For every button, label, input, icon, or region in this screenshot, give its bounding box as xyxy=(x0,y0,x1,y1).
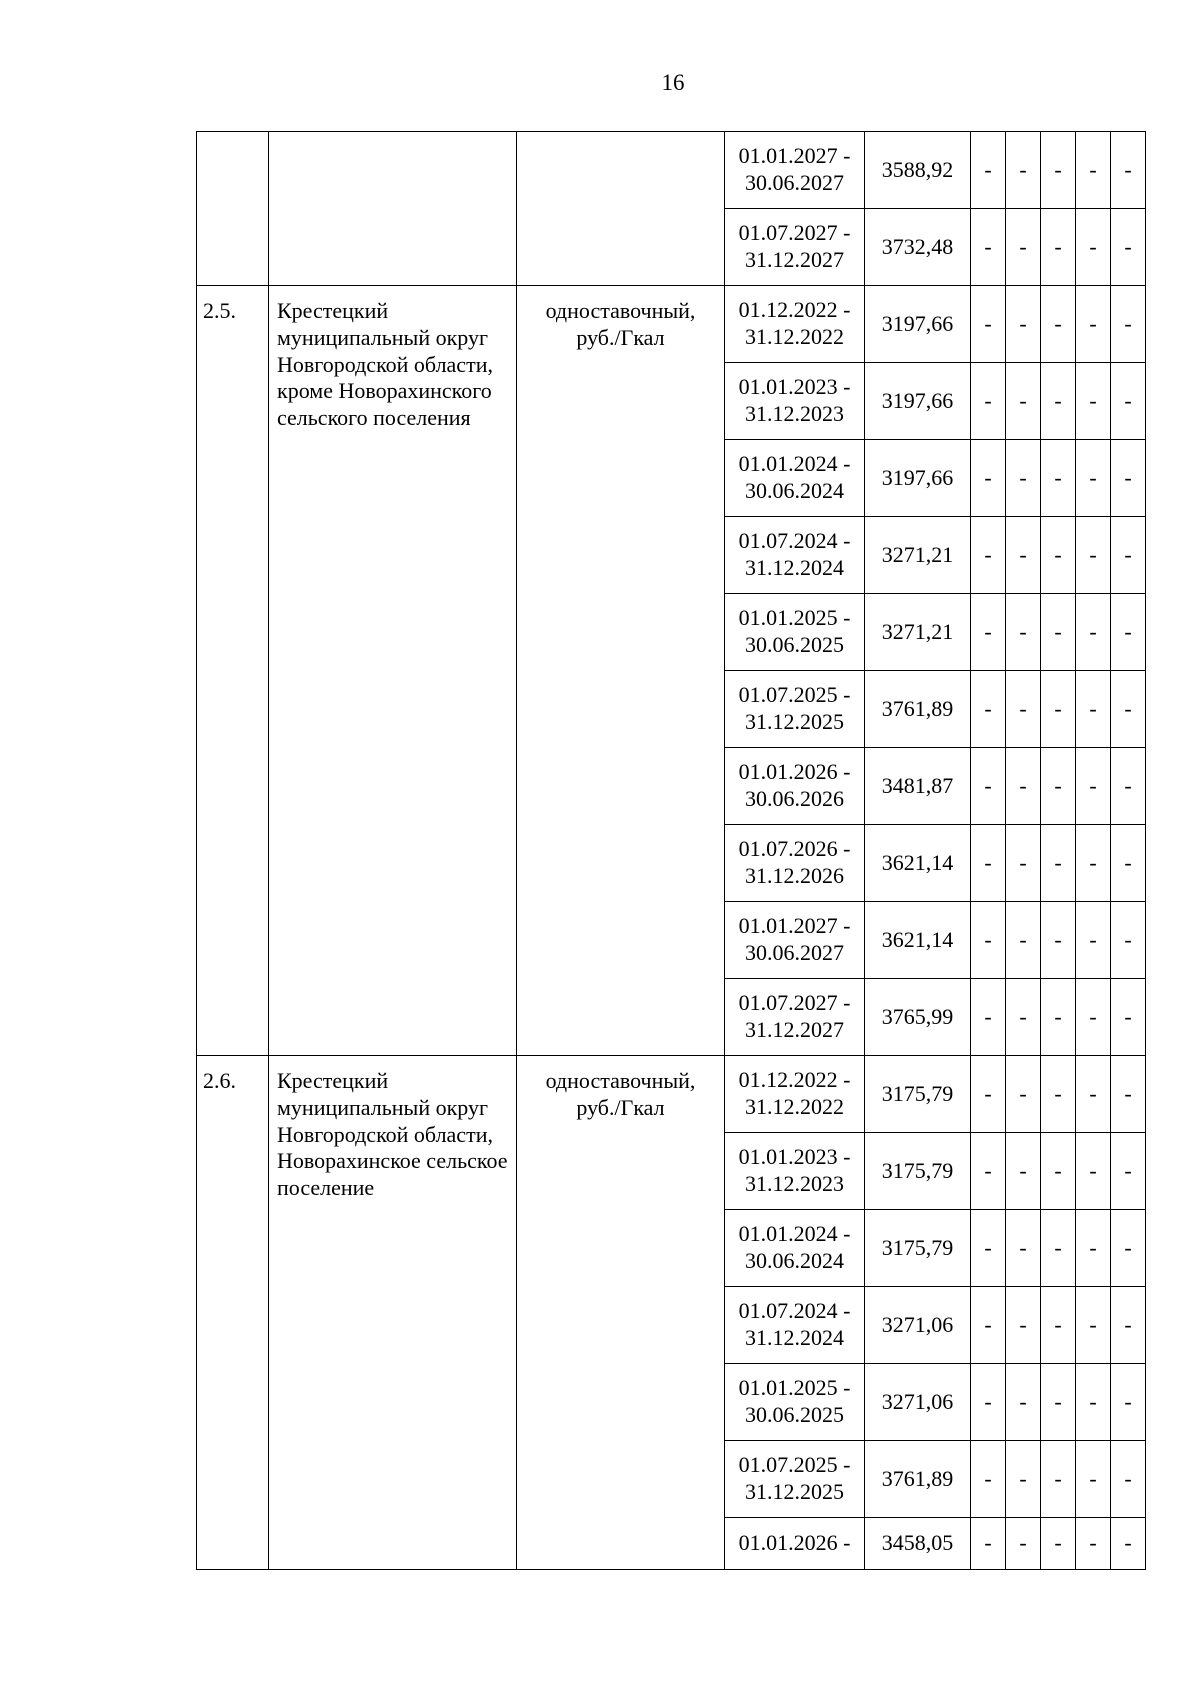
page-number: 16 xyxy=(661,70,685,95)
period-from: 01.01.2024 - xyxy=(738,1221,851,1247)
empty-value-cell: - xyxy=(1111,1287,1146,1364)
period-to: 31.12.2023 xyxy=(745,401,844,426)
section-tariff-type xyxy=(517,132,725,286)
period-cell xyxy=(725,748,865,825)
empty-value-cell: - xyxy=(1006,825,1041,902)
period-from: 01.01.2023 - xyxy=(738,374,851,400)
period-from: 01.07.2025 - xyxy=(738,1452,851,1478)
empty-value-cell: - xyxy=(1111,209,1146,286)
tariff-value: 3761,89 xyxy=(865,671,971,748)
empty-value-cell: - xyxy=(1041,363,1076,440)
period-cell xyxy=(725,1210,865,1287)
period-from: 01.01.2026 - xyxy=(738,1530,851,1556)
period-from: 01.07.2024 - xyxy=(738,1298,851,1324)
empty-value-cell: - xyxy=(971,1287,1006,1364)
period-to: 30.06.2024 xyxy=(745,478,844,503)
empty-value-cell: - xyxy=(1006,1287,1041,1364)
period-cell xyxy=(725,209,865,286)
empty-value-cell: - xyxy=(1076,517,1111,594)
empty-value-cell: - xyxy=(1006,1133,1041,1210)
tariff-value: 3732,48 xyxy=(865,209,971,286)
empty-value-cell: - xyxy=(1041,1364,1076,1441)
empty-value-cell: - xyxy=(1041,209,1076,286)
empty-value-cell: - xyxy=(971,517,1006,594)
section-tariff-type: одноставочный, руб./Гкал xyxy=(517,1056,725,1570)
empty-value-cell: - xyxy=(1006,1441,1041,1518)
empty-value-cell: - xyxy=(1041,286,1076,363)
period-from: 01.01.2023 - xyxy=(738,1144,851,1170)
empty-value-cell: - xyxy=(1111,440,1146,517)
period-from: 01.07.2027 - xyxy=(738,990,851,1016)
tariff-value: 3481,87 xyxy=(865,748,971,825)
empty-value-cell: - xyxy=(971,132,1006,209)
period-to: 31.12.2027 xyxy=(745,247,844,272)
period-cell xyxy=(725,1056,865,1133)
tariff-value: 3458,05 xyxy=(865,1518,971,1570)
section-number: 2.5. xyxy=(197,286,269,1056)
empty-value-cell: - xyxy=(1076,748,1111,825)
empty-value-cell: - xyxy=(1111,363,1146,440)
period-from: 01.12.2022 - xyxy=(738,297,851,323)
empty-value-cell: - xyxy=(971,748,1006,825)
empty-value-cell: - xyxy=(1041,1287,1076,1364)
empty-value-cell: - xyxy=(1006,594,1041,671)
empty-value-cell: - xyxy=(1076,1133,1111,1210)
empty-value-cell: - xyxy=(1111,671,1146,748)
period-to: 31.12.2022 xyxy=(745,324,844,349)
period-to: 31.12.2022 xyxy=(745,1094,844,1119)
empty-value-cell: - xyxy=(1006,1518,1041,1570)
empty-value-cell: - xyxy=(1006,979,1041,1056)
period-from: 01.07.2024 - xyxy=(738,528,851,554)
empty-value-cell: - xyxy=(1111,1133,1146,1210)
tariff-value: 3621,14 xyxy=(865,902,971,979)
period-to: 30.06.2026 xyxy=(745,786,844,811)
period-from: 01.07.2027 - xyxy=(738,220,851,246)
empty-value-cell: - xyxy=(1041,1056,1076,1133)
empty-value-cell: - xyxy=(1111,979,1146,1056)
empty-value-cell: - xyxy=(971,440,1006,517)
empty-value-cell: - xyxy=(1076,132,1111,209)
empty-value-cell: - xyxy=(1111,594,1146,671)
empty-value-cell: - xyxy=(1111,517,1146,594)
table-row xyxy=(197,286,1146,363)
empty-value-cell: - xyxy=(971,1364,1006,1441)
empty-value-cell: - xyxy=(1111,1210,1146,1287)
tariff-value: 3761,89 xyxy=(865,1441,971,1518)
tariff-value: 3588,92 xyxy=(865,132,971,209)
empty-value-cell: - xyxy=(1041,1133,1076,1210)
tariff-table xyxy=(196,131,1146,1570)
empty-value-cell: - xyxy=(1076,286,1111,363)
period-from: 01.01.2025 - xyxy=(738,1375,851,1401)
tariff-value: 3175,79 xyxy=(865,1133,971,1210)
empty-value-cell: - xyxy=(1076,671,1111,748)
period-cell xyxy=(725,132,865,209)
empty-value-cell: - xyxy=(1076,1056,1111,1133)
tariff-value: 3271,21 xyxy=(865,594,971,671)
empty-value-cell: - xyxy=(1006,671,1041,748)
tariff-value: 3621,14 xyxy=(865,825,971,902)
period-cell xyxy=(725,1287,865,1364)
section-number xyxy=(197,132,269,286)
tariff-value: 3175,79 xyxy=(865,1056,971,1133)
period-cell xyxy=(725,825,865,902)
section-territory: Крестецкий муниципальный округ Новгородской области, Новорахинское сельское поселение xyxy=(269,1056,517,1570)
empty-value-cell: - xyxy=(1076,902,1111,979)
empty-value-cell: - xyxy=(1076,1518,1111,1570)
section-territory xyxy=(269,132,517,286)
empty-value-cell: - xyxy=(971,671,1006,748)
empty-value-cell: - xyxy=(1111,902,1146,979)
period-cell xyxy=(725,594,865,671)
empty-value-cell: - xyxy=(1041,979,1076,1056)
empty-value-cell: - xyxy=(1006,748,1041,825)
empty-value-cell: - xyxy=(1111,1441,1146,1518)
period-to: 30.06.2024 xyxy=(745,1248,844,1273)
empty-value-cell: - xyxy=(1006,286,1041,363)
empty-value-cell: - xyxy=(971,1518,1006,1570)
period-cell xyxy=(725,902,865,979)
empty-value-cell: - xyxy=(1041,132,1076,209)
empty-value-cell: - xyxy=(1076,979,1111,1056)
empty-value-cell: - xyxy=(1006,209,1041,286)
empty-value-cell: - xyxy=(1041,594,1076,671)
period-to: 31.12.2025 xyxy=(745,1479,844,1504)
period-from: 01.01.2024 - xyxy=(738,451,851,477)
period-to: 30.06.2025 xyxy=(745,632,844,657)
period-cell xyxy=(725,440,865,517)
period-from: 01.01.2026 - xyxy=(738,759,851,785)
empty-value-cell: - xyxy=(971,363,1006,440)
section-tariff-type: одноставочный, руб./Гкал xyxy=(517,286,725,1056)
empty-value-cell: - xyxy=(971,594,1006,671)
empty-value-cell: - xyxy=(1076,825,1111,902)
period-to: 31.12.2023 xyxy=(745,1171,844,1196)
empty-value-cell: - xyxy=(971,1056,1006,1133)
empty-value-cell: - xyxy=(971,209,1006,286)
period-from: 01.01.2025 - xyxy=(738,605,851,631)
empty-value-cell: - xyxy=(971,902,1006,979)
empty-value-cell: - xyxy=(1111,748,1146,825)
period-to: 30.06.2027 xyxy=(745,940,844,965)
period-cell xyxy=(725,363,865,440)
tariff-value: 3271,06 xyxy=(865,1287,971,1364)
period-to: 31.12.2024 xyxy=(745,1325,844,1350)
period-cell xyxy=(725,1518,865,1570)
empty-value-cell: - xyxy=(1041,1441,1076,1518)
empty-value-cell: - xyxy=(971,1133,1006,1210)
period-from: 01.07.2025 - xyxy=(738,682,851,708)
period-to: 30.06.2027 xyxy=(745,170,844,195)
period-cell xyxy=(725,1364,865,1441)
empty-value-cell: - xyxy=(971,979,1006,1056)
period-cell xyxy=(725,517,865,594)
period-to: 31.12.2024 xyxy=(745,555,844,580)
period-cell xyxy=(725,979,865,1056)
period-to: 31.12.2027 xyxy=(745,1017,844,1042)
period-from: 01.01.2027 - xyxy=(738,913,851,939)
empty-value-cell: - xyxy=(1041,825,1076,902)
empty-value-cell: - xyxy=(1076,1441,1111,1518)
empty-value-cell: - xyxy=(1041,517,1076,594)
period-to: 31.12.2025 xyxy=(745,709,844,734)
empty-value-cell: - xyxy=(1041,1210,1076,1287)
empty-value-cell: - xyxy=(971,1441,1006,1518)
empty-value-cell: - xyxy=(1041,902,1076,979)
section-number: 2.6. xyxy=(197,1056,269,1570)
empty-value-cell: - xyxy=(1041,440,1076,517)
table-row xyxy=(197,132,1146,209)
section-territory: Крестецкий муниципальный округ Новгородской области, кроме Новорахинского сельского поселения xyxy=(269,286,517,1056)
empty-value-cell: - xyxy=(1006,902,1041,979)
empty-value-cell: - xyxy=(1041,671,1076,748)
empty-value-cell: - xyxy=(1076,1364,1111,1441)
empty-value-cell: - xyxy=(1076,1287,1111,1364)
tariff-value: 3197,66 xyxy=(865,286,971,363)
tariff-value: 3271,21 xyxy=(865,517,971,594)
empty-value-cell: - xyxy=(1006,1056,1041,1133)
period-cell xyxy=(725,1133,865,1210)
empty-value-cell: - xyxy=(1076,440,1111,517)
empty-value-cell: - xyxy=(1006,440,1041,517)
empty-value-cell: - xyxy=(1006,517,1041,594)
tariff-value: 3175,79 xyxy=(865,1210,971,1287)
empty-value-cell: - xyxy=(1006,363,1041,440)
empty-value-cell: - xyxy=(1111,825,1146,902)
period-to: 31.12.2026 xyxy=(745,863,844,888)
empty-value-cell: - xyxy=(1076,363,1111,440)
empty-value-cell: - xyxy=(1006,1210,1041,1287)
empty-value-cell: - xyxy=(1076,594,1111,671)
tariff-value: 3765,99 xyxy=(865,979,971,1056)
tariff-value: 3271,06 xyxy=(865,1364,971,1441)
table-row xyxy=(197,1056,1146,1133)
period-cell xyxy=(725,286,865,363)
empty-value-cell: - xyxy=(971,286,1006,363)
empty-value-cell: - xyxy=(1041,1518,1076,1570)
empty-value-cell: - xyxy=(1006,132,1041,209)
tariff-value: 3197,66 xyxy=(865,440,971,517)
empty-value-cell: - xyxy=(1006,1364,1041,1441)
empty-value-cell: - xyxy=(971,825,1006,902)
period-cell xyxy=(725,671,865,748)
period-from: 01.12.2022 - xyxy=(738,1067,851,1093)
empty-value-cell: - xyxy=(1041,748,1076,825)
period-to: 30.06.2025 xyxy=(745,1402,844,1427)
empty-value-cell: - xyxy=(971,1210,1006,1287)
period-from: 01.01.2027 - xyxy=(738,143,851,169)
period-from: 01.07.2026 - xyxy=(738,836,851,862)
empty-value-cell: - xyxy=(1076,209,1111,286)
tariff-value: 3197,66 xyxy=(865,363,971,440)
empty-value-cell: - xyxy=(1111,132,1146,209)
empty-value-cell: - xyxy=(1111,1364,1146,1441)
empty-value-cell: - xyxy=(1111,1518,1146,1570)
period-cell xyxy=(725,1441,865,1518)
empty-value-cell: - xyxy=(1111,1056,1146,1133)
empty-value-cell: - xyxy=(1076,1210,1111,1287)
empty-value-cell: - xyxy=(1111,286,1146,363)
